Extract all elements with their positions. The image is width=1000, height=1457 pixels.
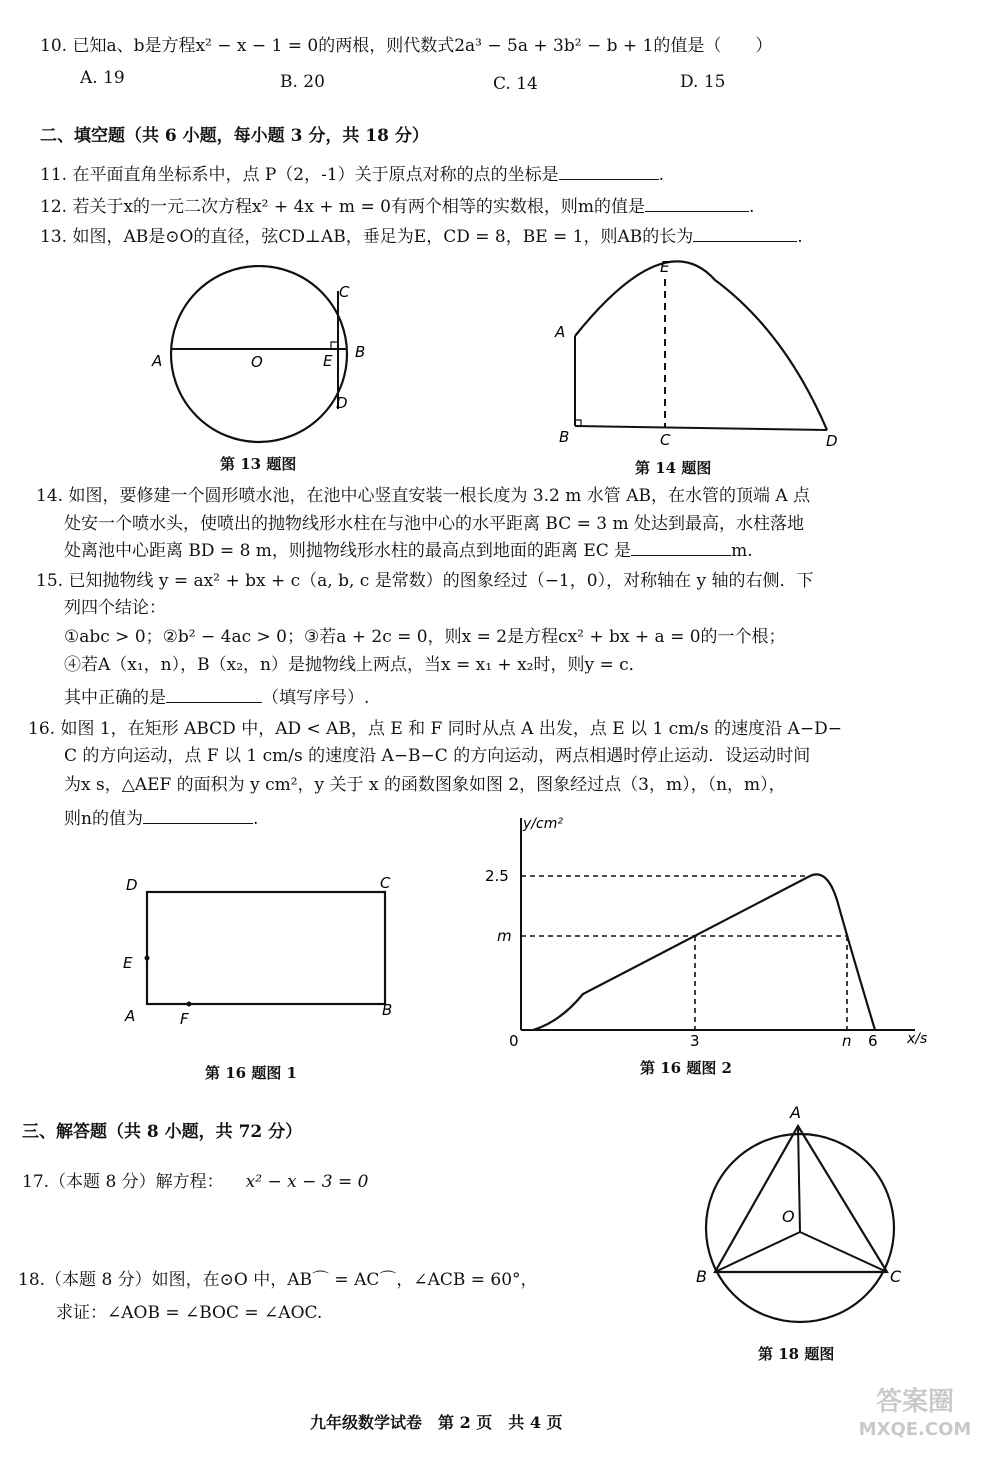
figure-16-rectangle-diagram bbox=[110, 868, 420, 1028]
figure-13-circle-diagram bbox=[140, 265, 380, 455]
section-3-heading: 三、解答题（共 8 小题，共 72 分） bbox=[22, 1122, 303, 1142]
fig16-label-f: F bbox=[180, 1010, 189, 1028]
fig14-label-c: C bbox=[660, 431, 671, 449]
question-17-label: 17.（本题 8 分）解方程： bbox=[22, 1172, 224, 1192]
fig18-triangle-abc bbox=[715, 1126, 887, 1272]
question-17 bbox=[22, 1170, 368, 1194]
question-14-line-3 bbox=[64, 537, 753, 563]
figure-18-circle-triangle bbox=[690, 1100, 920, 1340]
question-14-line-1: 14. 如图，要修建一个圆形喷水池，在池中心竖直安装一根长度为 3.2 m 水管 AB，在水管的顶端 A 点 bbox=[36, 486, 811, 506]
fig14-label-d: D bbox=[826, 432, 838, 450]
question-15-answer-line bbox=[64, 684, 369, 710]
question-10-option-c: C. 14 bbox=[493, 74, 538, 94]
fig14-label-e: E bbox=[660, 258, 670, 276]
fig13-label-d: D bbox=[336, 394, 348, 412]
figure-13-caption: 第 13 题图 bbox=[220, 455, 297, 473]
question-18-line-2: 求证：∠AOB = ∠BOC = ∠AOC. bbox=[56, 1303, 323, 1323]
fig18-label-b: B bbox=[696, 1267, 707, 1286]
fig16-label-e: E bbox=[123, 954, 133, 972]
question-11: 11. 在平面直角坐标系中，点 P（2，-1）关于原点对称的点的坐标是 . bbox=[40, 161, 664, 187]
question-16-line-1: 16. 如图 1，在矩形 ABCD 中，AD < AB，点 E 和 F 同时从点 A 出发，点 E 以 1 cm/s 的速度沿 A−D− bbox=[28, 719, 842, 739]
question-10-option-d: D. 15 bbox=[680, 72, 726, 92]
figure-16-1-caption: 第 16 题图 1 bbox=[205, 1064, 297, 1082]
fig18-label-a: A bbox=[790, 1103, 801, 1122]
question-15-line-2: 列四个结论： bbox=[64, 598, 166, 618]
answer-blank-13 bbox=[693, 223, 797, 242]
question-15-hint: （填写序号）. bbox=[262, 688, 370, 708]
question-10-option-a: A. 19 bbox=[80, 68, 125, 88]
fig16b-x-axis-label: x/s bbox=[907, 1031, 928, 1047]
answer-blank-15 bbox=[166, 684, 262, 703]
question-16-line-4: 则n的值为 . bbox=[64, 805, 258, 831]
section-2-heading: 二、填空题（共 6 小题，每小题 3 分，共 18 分） bbox=[40, 126, 429, 146]
fig16-label-b: B bbox=[382, 1001, 393, 1019]
question-15-prompt: 其中正确的是 bbox=[64, 688, 166, 708]
question-16-line-2: C 的方向运动，点 F 以 1 cm/s 的速度沿 A−B−C 的方向运动，两点相遇时停止运动．设运动时间 bbox=[64, 746, 811, 766]
fig16-label-a: A bbox=[125, 1007, 136, 1025]
question-12-text: 12. 若关于x的一元二次方程x² + 4x + m = 0有两个相等的实数根，则m的值是 bbox=[40, 197, 646, 217]
figure-14-fountain-diagram bbox=[545, 252, 850, 452]
figure-14-caption: 第 14 题图 bbox=[635, 459, 712, 477]
question-14-unit: m. bbox=[731, 541, 753, 561]
fig13-right-angle-mark bbox=[331, 342, 338, 349]
figure-18-caption: 第 18 题图 bbox=[758, 1345, 835, 1363]
fig16b-tick-2-5: 2.5 bbox=[485, 867, 509, 885]
figure-16-2-caption: 第 16 题图 2 bbox=[640, 1059, 732, 1077]
fig16b-tick-3: 3 bbox=[690, 1032, 700, 1050]
question-10-option-b: B. 20 bbox=[280, 72, 325, 92]
fig14-label-a: A bbox=[555, 323, 566, 341]
fig16b-y-axis-label: y/cm² bbox=[523, 816, 563, 832]
question-12: 12. 若关于x的一元二次方程x² + 4x + m = 0有两个相等的实数根，则m的值是 . bbox=[40, 193, 754, 219]
fig14-parabola-curve bbox=[575, 261, 827, 430]
fig16b-function-curve bbox=[533, 874, 875, 1030]
question-15-conclusions-1-3: ①abc > 0；②b² − 4ac > 0；③若a + 2c = 0，则x = 2是方程cx² + bx + a = 0的一个根； bbox=[64, 627, 786, 647]
fig16-point-e bbox=[145, 956, 150, 961]
answer-blank-11 bbox=[559, 161, 659, 180]
fig18-segment-ob bbox=[715, 1232, 800, 1272]
page-footer: 九年级数学试卷 第 2 页 共 4 页 bbox=[310, 1413, 563, 1432]
question-10-stem: 10. 已知a、b是方程x² − x − 1 = 0的两根，则代数式2a³ − 5a + 3b² − b + 1的值是（ ） bbox=[40, 36, 773, 56]
answer-blank-14 bbox=[631, 537, 731, 556]
fig13-label-e: E bbox=[323, 352, 333, 370]
fig13-label-c: C bbox=[339, 283, 350, 301]
question-16-prompt: 则n的值为 bbox=[64, 809, 143, 829]
fig18-label-o: O bbox=[782, 1207, 795, 1226]
watermark-title: 答案圈 bbox=[875, 1387, 954, 1417]
fig16-label-c: C bbox=[380, 874, 391, 892]
question-16-line-3: 为x s，△AEF 的面积为 y cm²，y 关于 x 的函数图象如图 2，图象经过点（3，m），（n，m）， bbox=[64, 775, 786, 795]
question-18-line-1: 18.（本题 8 分）如图，在⊙O 中，AB⌒ = AC⌒，∠ACB = 60°， bbox=[18, 1270, 538, 1290]
question-13: 13. 如图，AB是⊙O的直径，弦CD⊥AB，垂足为E，CD = 8，BE = 1，则AB的长为 . bbox=[40, 223, 803, 249]
fig16b-tick-m: m bbox=[497, 927, 512, 945]
fig18-segment-oa bbox=[798, 1126, 800, 1232]
fig16-label-d: D bbox=[126, 876, 138, 894]
question-17-equation: x² − x − 3 = 0 bbox=[245, 1172, 369, 1192]
question-15-conclusion-4: ④若A（x₁，n），B（x₂，n）是抛物线上两点，当x = x₁ + x₂时，则y = c． bbox=[64, 655, 646, 675]
question-11-text: 11. 在平面直角坐标系中，点 P（2，-1）关于原点对称的点的坐标是 bbox=[40, 165, 559, 185]
fig16-point-f bbox=[187, 1002, 192, 1007]
fig14-label-b: B bbox=[559, 428, 570, 446]
figure-16-function-graph bbox=[475, 810, 945, 1050]
question-15-line-1: 15. 已知抛物线 y = ax² + bx + c（a, b, c 是常数）的图象经过（−1，0），对称轴在 y 轴的右侧．下 bbox=[36, 571, 814, 591]
question-14-line-3-text: 处离池中心距离 BD = 8 m，则抛物线形水柱的最高点到地面的距离 EC 是 bbox=[64, 541, 632, 561]
fig16b-tick-n: n bbox=[842, 1032, 852, 1050]
fig14-ground-bd bbox=[575, 426, 827, 430]
fig13-label-b: B bbox=[355, 343, 366, 361]
fig16-rectangle-abcd bbox=[147, 892, 385, 1004]
watermark-logo bbox=[840, 1388, 990, 1444]
fig13-label-o: O bbox=[251, 353, 263, 371]
answer-blank-12 bbox=[645, 193, 749, 212]
watermark-url: MXQE.COM bbox=[858, 1419, 972, 1440]
fig18-label-c: C bbox=[890, 1267, 902, 1286]
question-14-line-2: 处安一个喷水头，使喷出的抛物线形水柱在与池中心的水平距离 BC = 3 m 处达到最高，水柱落地 bbox=[64, 514, 805, 534]
fig16b-tick-6: 6 bbox=[868, 1032, 878, 1050]
question-13-text: 13. 如图，AB是⊙O的直径，弦CD⊥AB，垂足为E，CD = 8，BE = 1，则AB的长为 bbox=[40, 227, 694, 247]
fig13-label-a: A bbox=[152, 352, 163, 370]
fig16b-tick-0: 0 bbox=[509, 1032, 519, 1050]
answer-blank-16 bbox=[143, 805, 253, 824]
